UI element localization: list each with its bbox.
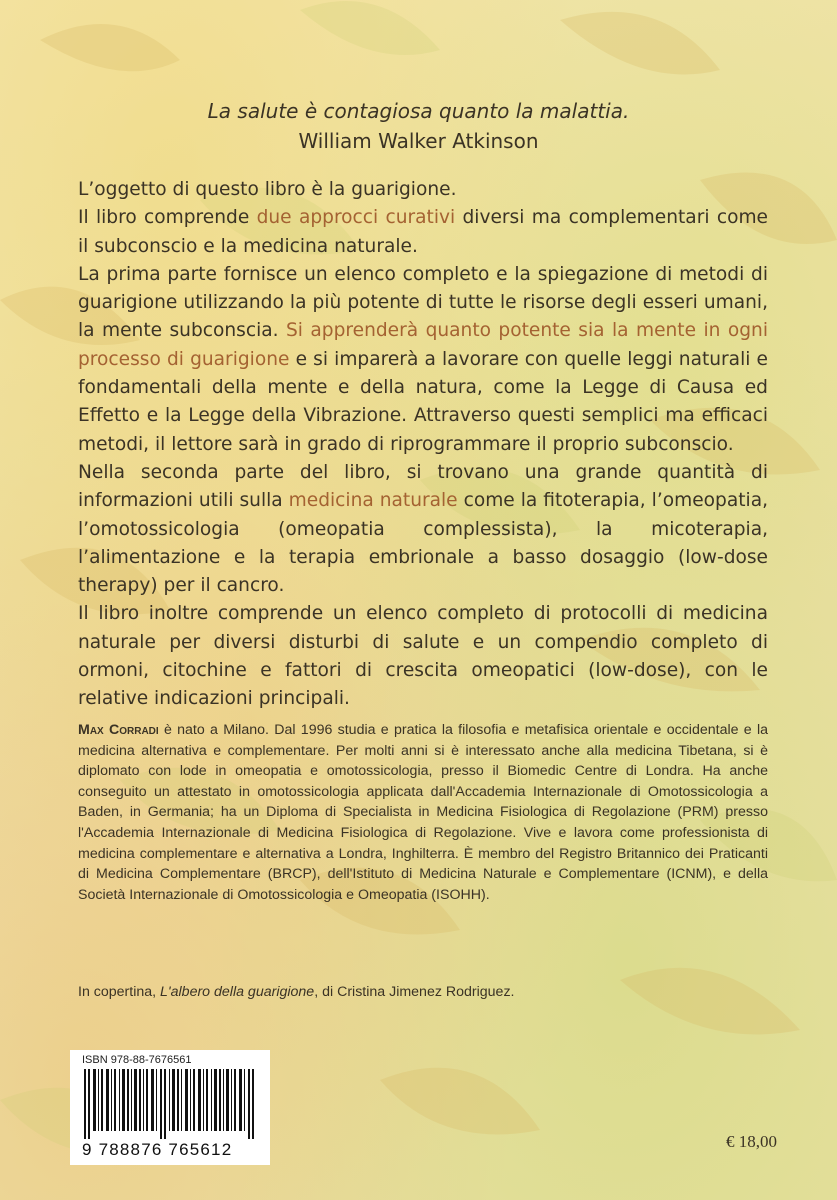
highlighted-phrase: due approcci curativi <box>256 207 456 229</box>
price: € 18,00 <box>726 1132 777 1151</box>
description-paragraph <box>78 600 768 713</box>
description-text: L’oggetto di questo libro è la guarigione. <box>78 179 457 200</box>
description-text: Nella seconda parte del libro, si trovano una grande quantità di informazioni utili sulla <box>78 461 768 512</box>
author-bio-text: è nato a Milano. Dal 1996 studia e pratica la filosofia e metafisica orientale e occidentale e la medicina alternativa e complementare. Per molti anni si è interessato anche alla medicina Tibetana, si è diplomato con lode in omeopatia e omotossicologia, presso il Biomedic Centre di Londra. Ha anche conseguito un attestato in omotossicologia applicata dall'Accademia Internazionale di Omotossicologia a Baden, in Germania; ha un Diploma di Specialista in Medicina Fisiologica di Regolazione (PRM) presso l'Accademia Internazionale di Medicina Fisiologica di Regolazione. Vive e lavora come professionista di medicina complementare e alternativa a Londra, Inghilterra. È membro del Registro Britannico dei Praticanti di Medicina Complementare (BRCP), dell'Istituto di Medicina Naturale e Complementare (ICNM), e della Società Internazionale di Omotossicologia e Omeopatia (ISOHH). <box>78 722 769 903</box>
description-paragraph <box>78 204 768 261</box>
description-paragraph <box>78 459 768 600</box>
epigraph <box>0 96 837 156</box>
description-text: come la fitoterapia, l’omeopatia, l’omotossicologia (omeopatia complessista), la micoterapia, l’alimentazione e la terapia embrionale a basso dosaggio (low-dose therapy) per il cancro. <box>78 490 768 597</box>
cover-artwork-title: L'albero della guarigione <box>160 984 315 1000</box>
highlighted-phrase: Si apprenderà quanto potente sia la mente in ogni processo di guarigione <box>78 320 768 370</box>
description-text: Il libro inoltre comprende un elenco completo di protocolli di medicina naturale per diversi disturbi di salute e un compendio completo di ormoni, citochine e fattori di crescita omeopatici (low-dose), con le relative indicazioni principali. <box>78 603 768 710</box>
cover-credit-suffix: , di Cristina Jimenez Rodriguez. <box>314 984 515 1000</box>
barcode-digits: 9 788876 765612 <box>82 1140 233 1159</box>
description-text: diversi ma complementari come il subconscio e la medicina naturale. <box>78 207 768 257</box>
description-paragraph <box>78 261 768 459</box>
description-paragraph <box>78 176 768 204</box>
description-text: e si imparerà a lavorare con quelle leggi naturali e fondamentali della mente e della natura, come la Legge di Causa ed Effetto e la Legge della Vibrazione. Attraverso questi semplici ma efficaci metodi, il lettore sarà in grado di riprogrammare il proprio subconscio. <box>78 348 768 455</box>
highlighted-phrase: medicina naturale <box>288 490 458 512</box>
author-bio <box>78 720 768 905</box>
author-name: Max Corradi <box>78 722 159 738</box>
description-text: La prima parte fornisce un elenco completo e la spiegazione di metodi di guarigione utilizzando la più potente di tutte le risorse degli esseri umani, la mente subconscia. <box>78 263 768 342</box>
cover-credit <box>78 984 514 1000</box>
book-description <box>78 176 768 714</box>
cover-credit-prefix: In copertina, <box>78 984 161 1000</box>
isbn-barcode <box>70 1050 270 1165</box>
description-text: Il libro comprende <box>78 207 257 229</box>
epigraph-author: William Walker Atkinson <box>298 129 539 153</box>
epigraph-quote: La salute è contagiosa quanto la malattia. <box>207 99 630 123</box>
barcode-bars <box>82 1069 258 1139</box>
isbn-label: ISBN 978-88-7676561 <box>82 1054 192 1066</box>
